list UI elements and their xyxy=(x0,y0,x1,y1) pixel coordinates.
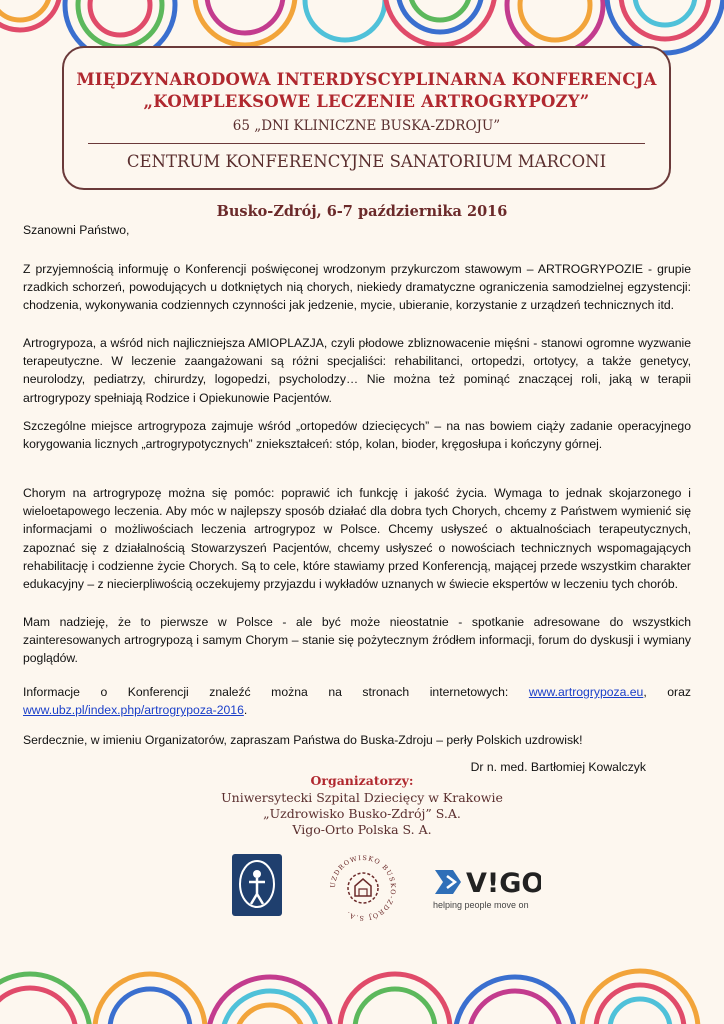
conference-venue: CENTRUM KONFERENCYJNE SANATORIUM MARCONI xyxy=(126,152,607,171)
paragraph-5: Mam nadzieję, że to pierwsze w Polsce - ale być może nieostatnie - spotkanie adresowane do wszystkich zainteresowanych artrogrypozą i samym Chorym – stanie się pożytecznym źródłem informacji, forum do dyskusji i wymiany poglądów. xyxy=(23,615,691,666)
organizer-item: Vigo-Orto Polska S. A. xyxy=(292,822,432,837)
signature: Dr n. med. Bartłomiej Kowalczyk xyxy=(470,760,646,774)
place-and-date: Busko-Zdrój, 6-7 października 2016 xyxy=(216,203,508,220)
paragraph-6-end: . xyxy=(243,703,248,718)
artrogrypoza-link[interactable]: www.artrogrypoza.eu xyxy=(528,685,644,699)
paragraph-2: Artrogrypoza, a wśród nich najliczniejsza AMIOPLAZJA, czyli płodowe zbliznowacenie mięśni - stanowi ogromne wyzwanie terapeutyczne. W leczenie zaangażowani są różni specjaliści: rehabilitanci, ortopedzi, ortotycy, a także genetycy, neurolodzy, pediatrzy, chirurdzy, logopedzi, psycholodzy… Nie można też pominąć znaczącej roli, jaką w terapii artrogrypozy spełniają Rodzice i Opiekunowie Pacjentów. xyxy=(23,336,691,405)
paragraph-6-text: Informacje o Konferencji znaleźć można na stronach internetowych: xyxy=(23,685,529,699)
organizers-title: Organizatorzy: xyxy=(310,773,414,788)
svg-text:UZDROWISKO BUSKO-ZDRÓJ S.A. xyxy=(329,854,397,922)
conference-subtitle: 65 „DNI KLINICZNE BUSKA-ZDROJU” xyxy=(232,118,501,134)
greeting: Szanowni Państwo, xyxy=(23,223,130,237)
hospital-logo xyxy=(232,854,282,916)
paragraph-6-middle: , oraz xyxy=(643,685,691,699)
paragraph-1: Z przyjemnością informuję o Konferencji poświęconej wrodzonym przykurczom stawowym – ARTROGRYPOZIE - grupie rzadkich schorzeń, powodujących u dotkniętych nią chorych, niekiedy dramatyczne ograniczenia samodzielnej egzystencji: chodzenia, wykonywania codziennych czynności jak jedzenie, mycie, ubieranie, korzystanie z urządzeń technicznych itd. xyxy=(23,262,691,313)
paragraph-3: Szczególne miejsce artrogrypoza zajmuje wśród „ortopedów dziecięcych” – na nas bowiem ciąży zadanie operacyjnego korygowania licznych „artrogrypotycznych” zniekształceń: stóp, kolan, bioder, kręgosłupa i kończyny górnej. xyxy=(23,419,691,452)
ubz-link[interactable]: www.ubz.pl/index.php/artrogrypoza-2016 xyxy=(23,703,244,718)
organizer-item: Uniwersytecki Szpital Dziecięcy w Krakowie xyxy=(221,790,503,805)
decorative-swirls-bottom xyxy=(0,929,724,1024)
organizer-item: „Uzdrowisko Busko-Zdrój” S.A. xyxy=(263,806,461,821)
vigo-logo xyxy=(433,866,541,910)
header-divider xyxy=(88,143,645,144)
paragraph-7: Serdecznie, w imieniu Organizatorów, zapraszam Państwa do Buska-Zdroju – perły Polskich uzdrowisk! xyxy=(23,733,583,747)
vigo-tagline: helping people move on xyxy=(433,900,529,910)
busko-zdroj-logo xyxy=(327,852,399,924)
conference-header xyxy=(62,46,671,190)
conference-title-line2: „KOMPLEKSOWE LECZENIE ARTROGRYPOZY” xyxy=(143,92,590,111)
conference-title-line1: MIĘDZYNARODOWA INTERDYSCYPLINARNA KONFERENCJA xyxy=(76,70,657,89)
paragraph-4: Chorym na artrogrypozę można się pomóc: poprawić ich funkcję i jakość życia. Wymaga to jednak skojarzonego i wieloetapowego leczenia. Aby móc w najlepszy sposób działać dla dobra tych Chorych, chcemy z Państwem wymienić się informacjami o możliwościach leczenia artrogrypoz w Polsce. Chcemy usłyszeć o aktualnościach terapeutycznych, zapoznać się z działalnością Stowarzyszeń Pacjentów, chcemy usłyszeć o nowościach technicznych wspomagających rehabilitację i codzienne życie Chorych. Są to cele, które stawiamy przed Konferencją, mającej przede wszystkim charakter edukacyjny – z niecierpliwością oczekujemy przyjazdu i wykładów uznanych w świecie ekspertów w leczeniu tych chorób. xyxy=(23,486,691,592)
vigo-wordmark: V!GO xyxy=(466,868,541,898)
busko-ring-text: UZDROWISKO BUSKO-ZDRÓJ S.A. xyxy=(328,853,398,923)
paragraph-6 xyxy=(23,683,691,719)
